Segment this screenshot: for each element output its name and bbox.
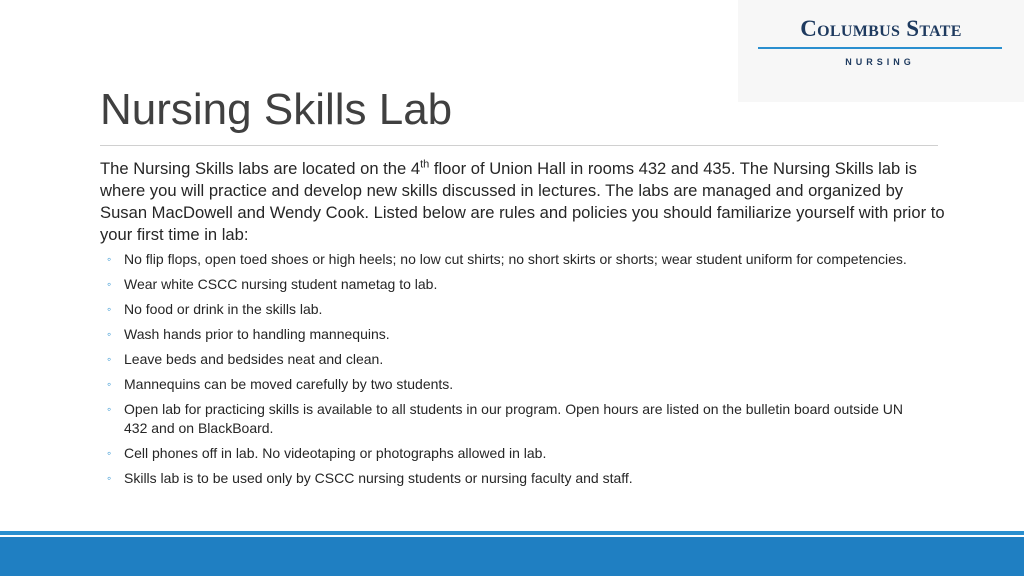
bullet-icon: ◦ <box>107 252 112 266</box>
list-item <box>100 250 930 269</box>
logo-subtitle: NURSING <box>845 57 915 67</box>
rule-text: Open lab for practicing skills is available to all students in our program. Open hours are listed on the bulletin board outside UN 432 and on BlackBoard. <box>124 401 903 436</box>
footer-bar <box>0 537 1024 576</box>
logo-divider <box>758 47 1002 49</box>
bullet-icon: ◦ <box>107 377 112 391</box>
bullet-icon: ◦ <box>107 327 112 341</box>
rule-text: Mannequins can be moved carefully by two students. <box>124 376 454 392</box>
intro-ordinal-suffix: th <box>420 158 430 171</box>
logo-wordmark: Columbus State <box>800 16 962 41</box>
list-item <box>100 444 930 463</box>
list-item <box>100 275 930 294</box>
rule-text: Wash hands prior to handling mannequins. <box>124 326 390 342</box>
list-item <box>100 350 930 369</box>
bullet-icon: ◦ <box>107 471 112 485</box>
intro-text-end: floor of Union Hall in rooms 432 and 435. The Nursing Skills lab is where you will practice and develop new skills discussed in lectures. The labs are managed and organized by Susan MacDowell and Wendy Cook. Listed below are rules and policies you should familiarize yourself with prior to your first time in lab: <box>100 159 945 244</box>
rules-list <box>100 250 930 494</box>
title-divider <box>100 145 938 146</box>
bullet-icon: ◦ <box>107 402 112 416</box>
bullet-icon: ◦ <box>107 352 112 366</box>
rule-text: No flip flops, open toed shoes or high heels; no low cut shirts; no short skirts or shorts; wear student uniform for competencies. <box>124 251 907 267</box>
rule-text: Cell phones off in lab. No videotaping or photographs allowed in lab. <box>124 445 547 461</box>
list-item <box>100 375 930 394</box>
slide-title: Nursing Skills Lab <box>100 85 453 134</box>
list-item <box>100 300 930 319</box>
bullet-icon: ◦ <box>107 446 112 460</box>
intro-text-start: The Nursing Skills labs are located on the 4 <box>100 159 421 178</box>
footer-accent-line <box>0 531 1024 535</box>
list-item <box>100 325 930 344</box>
rule-text: Leave beds and bedsides neat and clean. <box>124 351 384 367</box>
rule-text: Wear white CSCC nursing student nametag to lab. <box>124 276 438 292</box>
rule-text: Skills lab is to be used only by CSCC nursing students or nursing faculty and staff. <box>124 470 633 486</box>
list-item <box>100 469 930 488</box>
intro-paragraph <box>100 158 950 246</box>
rule-text: No food or drink in the skills lab. <box>124 301 323 317</box>
bullet-icon: ◦ <box>107 302 112 316</box>
bullet-icon: ◦ <box>107 277 112 291</box>
list-item <box>100 400 930 438</box>
